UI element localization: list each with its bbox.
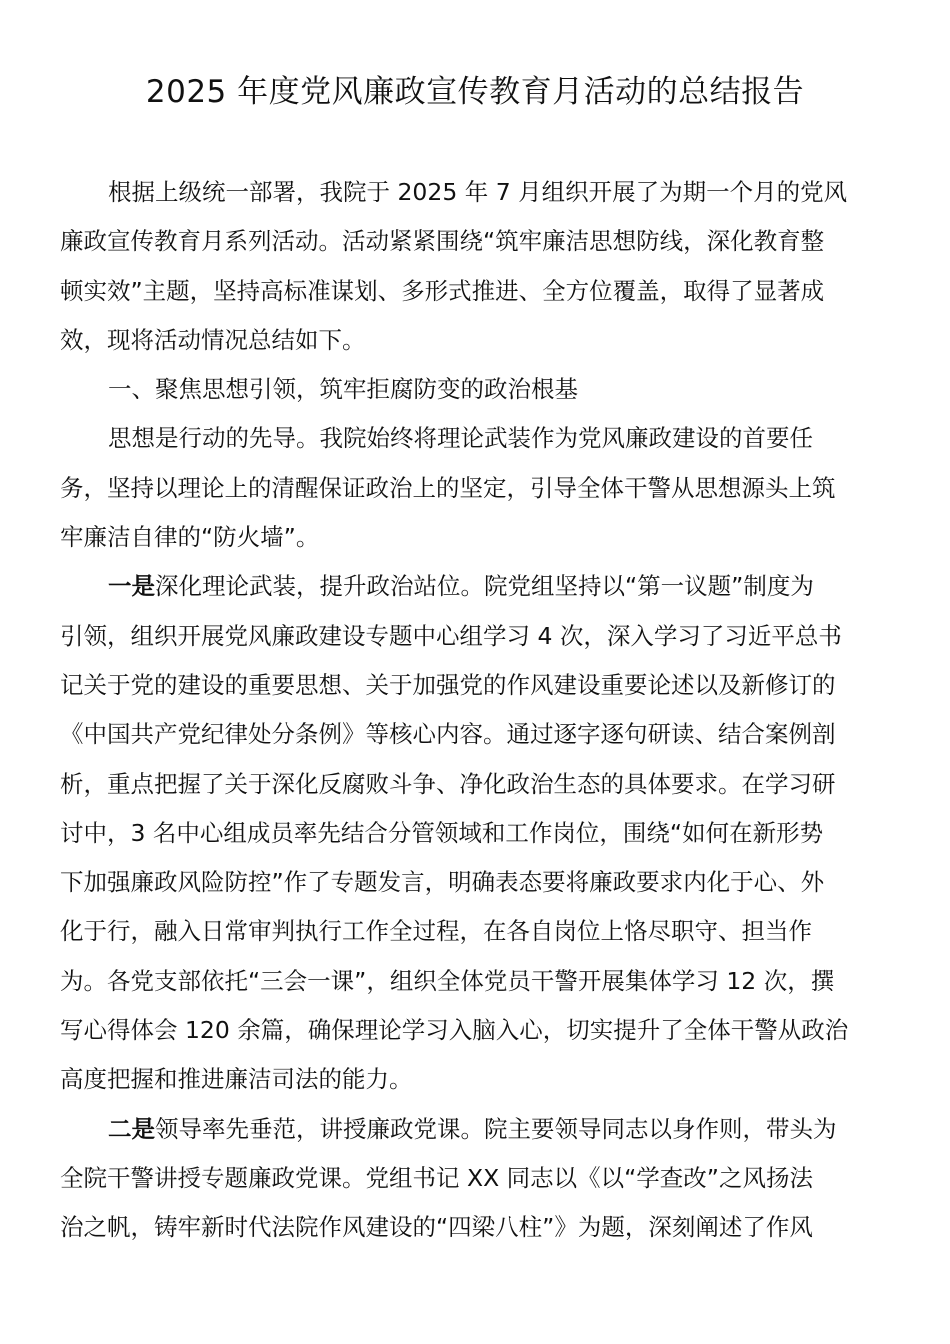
line-text: 《中国共产党纪律处分条例》等核心内容。通过逐字逐句研读、结合案例剖 [60,720,836,749]
text-line [60,168,893,217]
document-title: 2025 年度党风廉政宣传教育月活动的总结报告 [145,74,805,110]
text-line [60,612,893,661]
line-text: 为。各党支部依托“三会一课”，组织全体党员干警开展集体学习 12 次，撰 [60,966,835,995]
text-line [60,1154,893,1203]
text-line [60,907,893,956]
line-text: 全院干警讲授专题廉政党课。党组书记 XX 同志以《以“学查改”之风扬法 [60,1163,813,1192]
text-line [60,858,893,907]
document-body [60,168,893,1253]
line-text: 效，现将活动情况总结如下。 [60,325,366,354]
text-line [60,957,893,1006]
text-line [60,464,893,513]
text-line [60,414,893,463]
line-text: 化于行，融入日常审判执行工作全过程，在各自岗位上恪尽职守、担当作 [60,917,812,946]
line-text: 写心得体会 120 余篇，确保理论学习入脑入心，切实提升了全体干警从政治 [60,1016,849,1045]
text-line [60,809,893,858]
line-text: 牢廉洁自律的“防火墙”。 [60,523,320,552]
line-text: 思想是行动的先导。我院始终将理论武装作为党风廉政建设的首要任 [108,424,813,453]
text-line [60,1105,893,1154]
text-line [60,316,893,365]
text-line [60,1006,893,1055]
text-line [60,562,893,611]
line-text: 治之帆，铸牢新时代法院作风建设的“四梁八柱”》为题，深刻阐述了作风 [60,1213,813,1242]
line-text: 廉政宣传教育月系列活动。活动紧紧围绕“筑牢廉洁思想防线，深化教育整 [60,227,825,256]
line-text: 务，坚持以理论上的清醒保证政治上的坚定，引导全体干警从思想源头上筑 [60,473,836,502]
text-line [60,661,893,710]
line-text: 引领，组织开展党风廉政建设专题中心组学习 4 次，深入学习了习近平总书 [60,621,842,650]
line-lead: 二是 [108,1114,155,1143]
section-heading [60,365,893,414]
line-text: 析，重点把握了关于深化反腐败斗争、净化政治生态的具体要求。在学习研 [60,769,836,798]
text-line [60,217,893,266]
line-lead: 一是 [108,572,155,601]
line-text: 领导率先垂范，讲授廉政党课。院主要领导同志以身作则，带头为 [155,1114,837,1143]
text-line [60,710,893,759]
text-line [60,513,893,562]
text-line [60,760,893,809]
line-text: 顿实效”主题，坚持高标准谋划、多形式推进、全方位覆盖，取得了显著成 [60,276,825,305]
line-text: 深化理论武装，提升政治站位。院党组坚持以“第一议题”制度为 [155,572,814,601]
text-line [60,1203,893,1252]
line-text: 高度把握和推进廉洁司法的能力。 [60,1065,413,1094]
text-line [60,267,893,316]
line-text: 一、聚焦思想引领，筑牢拒腐防变的政治根基 [108,375,578,404]
line-text: 记关于党的建设的重要思想、关于加强党的作风建设重要论述以及新修订的 [60,670,836,699]
text-line [60,1055,893,1104]
line-text: 讨中，3 名中心组成员率先结合分管领域和工作岗位，围绕“如何在新形势 [60,818,824,847]
line-text: 根据上级统一部署，我院于 2025 年 7 月组织开展了为期一个月的党风 [108,178,848,206]
line-text: 下加强廉政风险防控”作了专题发言，明确表态要将廉政要求内化于心、外 [60,868,825,897]
